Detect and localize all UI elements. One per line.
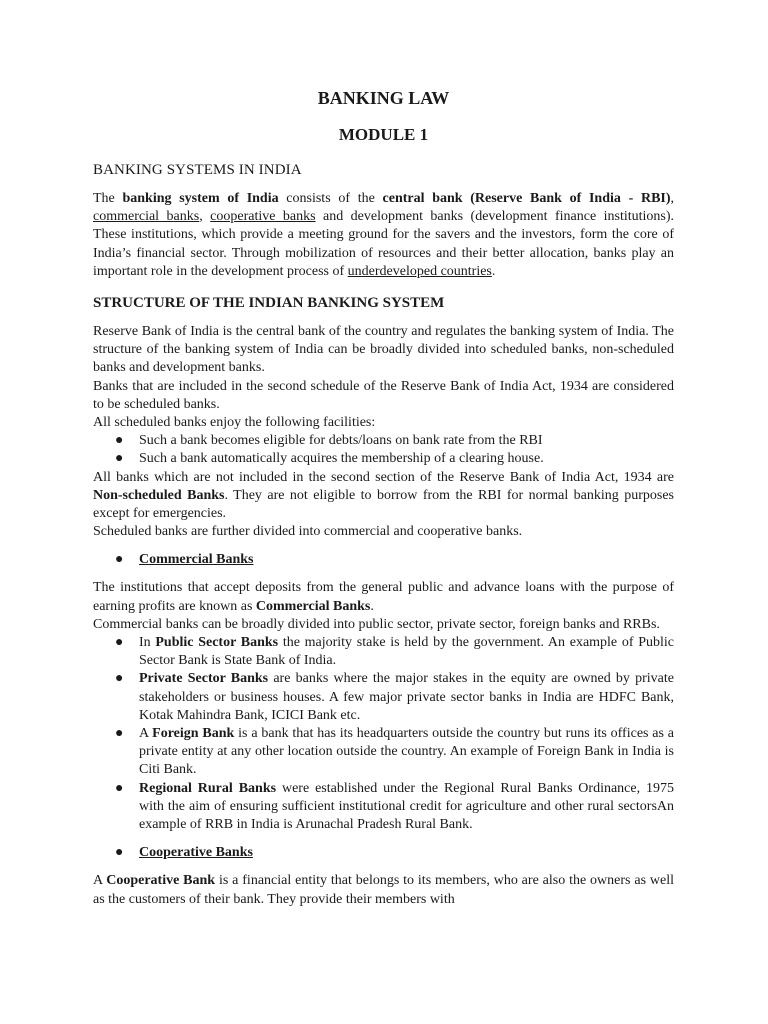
bullet-icon: ● — [115, 552, 124, 568]
bullet-icon: ● — [115, 780, 124, 796]
list-item: ● In Public Sector Banks the majority stake is held by the government. An example of Public Sector Bank is State Bank of India. — [115, 635, 675, 669]
structure-paragraph-2: Banks that are included in the second schedule of the Reserve Bank of India Act, 1934 are considered to be scheduled banks. — [93, 378, 674, 412]
structure-paragraph-5: Scheduled banks are further divided into commercial and cooperative banks. — [93, 524, 523, 540]
list-item: ● Such a bank automatically acquires the membership of a clearing house. — [93, 450, 674, 468]
intro-paragraph: The banking system of India consists of the central bank (Reserve Bank of India - RBI), commercial banks, cooperative banks and development banks (development finance institutions). These institutions, which provide a meeting ground for the savers and the investors, form the core of India’s financial sector. Through mobilization of resources and their better allocation, banks play an important role in the development process of underdeveloped countries. — [93, 191, 675, 279]
commercial-paragraph-1: The institutions that accept deposits from the general public and advance loans with the purpose of earning profits are known as Commercial Banks. — [93, 580, 674, 614]
section-heading-banking-systems: BANKING SYSTEMS IN INDIA — [93, 162, 302, 178]
list-item: ● Regional Rural Banks were established under the Regional Rural Banks Ordinance, 1975 with the aim of ensuring sufficient institutional credit for agriculture and other rural sectorsAn example of RRB in India is Arunachal Pradesh Rural Bank. — [115, 780, 675, 833]
nonscheduled-paragraph: All banks which are not included in the second section of the Reserve Bank of India Act, 1934 are Non-scheduled Banks. They are not eligible to borrow from the RBI for normal banking purposes except for emergencies. — [93, 469, 674, 522]
facilities-list — [93, 432, 674, 468]
bullet-icon: ● — [115, 726, 124, 742]
structure-paragraph-3: All scheduled banks enjoy the following facilities: — [93, 415, 376, 431]
link-commercial-banks[interactable]: commercial banks — [93, 209, 200, 225]
module-heading: MODULE 1 — [338, 125, 429, 144]
subheading-cooperative-banks: ● Cooperative Banks — [115, 845, 253, 861]
subheading-commercial-banks: ● Commercial Banks — [115, 552, 254, 568]
section-heading-structure: STRUCTURE OF THE INDIAN BANKING SYSTEM — [93, 295, 445, 312]
bullet-icon: ● — [115, 845, 124, 861]
bullet-icon: ● — [115, 451, 124, 467]
cooperative-paragraph-1: A Cooperative Bank is a financial entity that belongs to its members, who are also the owners as well as the customers of their bank. They provide their members with — [93, 873, 674, 907]
commercial-banks-list — [93, 634, 674, 834]
bullet-icon: ● — [115, 433, 124, 449]
list-item: ● Such a bank becomes eligible for debts/loans on bank rate from the RBI — [93, 432, 674, 450]
bullet-icon: ● — [115, 671, 124, 687]
commercial-paragraph-2: Commercial banks can be broadly divided into public sector, private sector, foreign banks and RRBs. — [93, 616, 660, 632]
link-cooperative-banks[interactable]: cooperative banks — [210, 209, 316, 225]
list-item: ● Private Sector Banks are banks where the major stakes in the equity are owned by private stakeholders or business houses. A few major private sector banks in India are HDFC Bank, Kotak Mahindra Bank, ICICI Bank etc. — [115, 671, 674, 723]
structure-paragraph-1: Reserve Bank of India is the central bank of the country and regulates the banking system of India. The structure of the banking system of India can be broadly divided into scheduled banks, non-scheduled banks and development banks. — [93, 324, 674, 376]
bullet-icon: ● — [115, 635, 124, 651]
list-item: ● A Foreign Bank is a bank that has its headquarters outside the country but runs its offices as a private entity at any other location outside the country. An example of Foreign Bank in India is Citi Bank. — [115, 726, 675, 778]
document-title: BANKING LAW — [317, 88, 450, 108]
link-underdeveloped-countries[interactable]: underdeveloped countries — [347, 263, 492, 279]
